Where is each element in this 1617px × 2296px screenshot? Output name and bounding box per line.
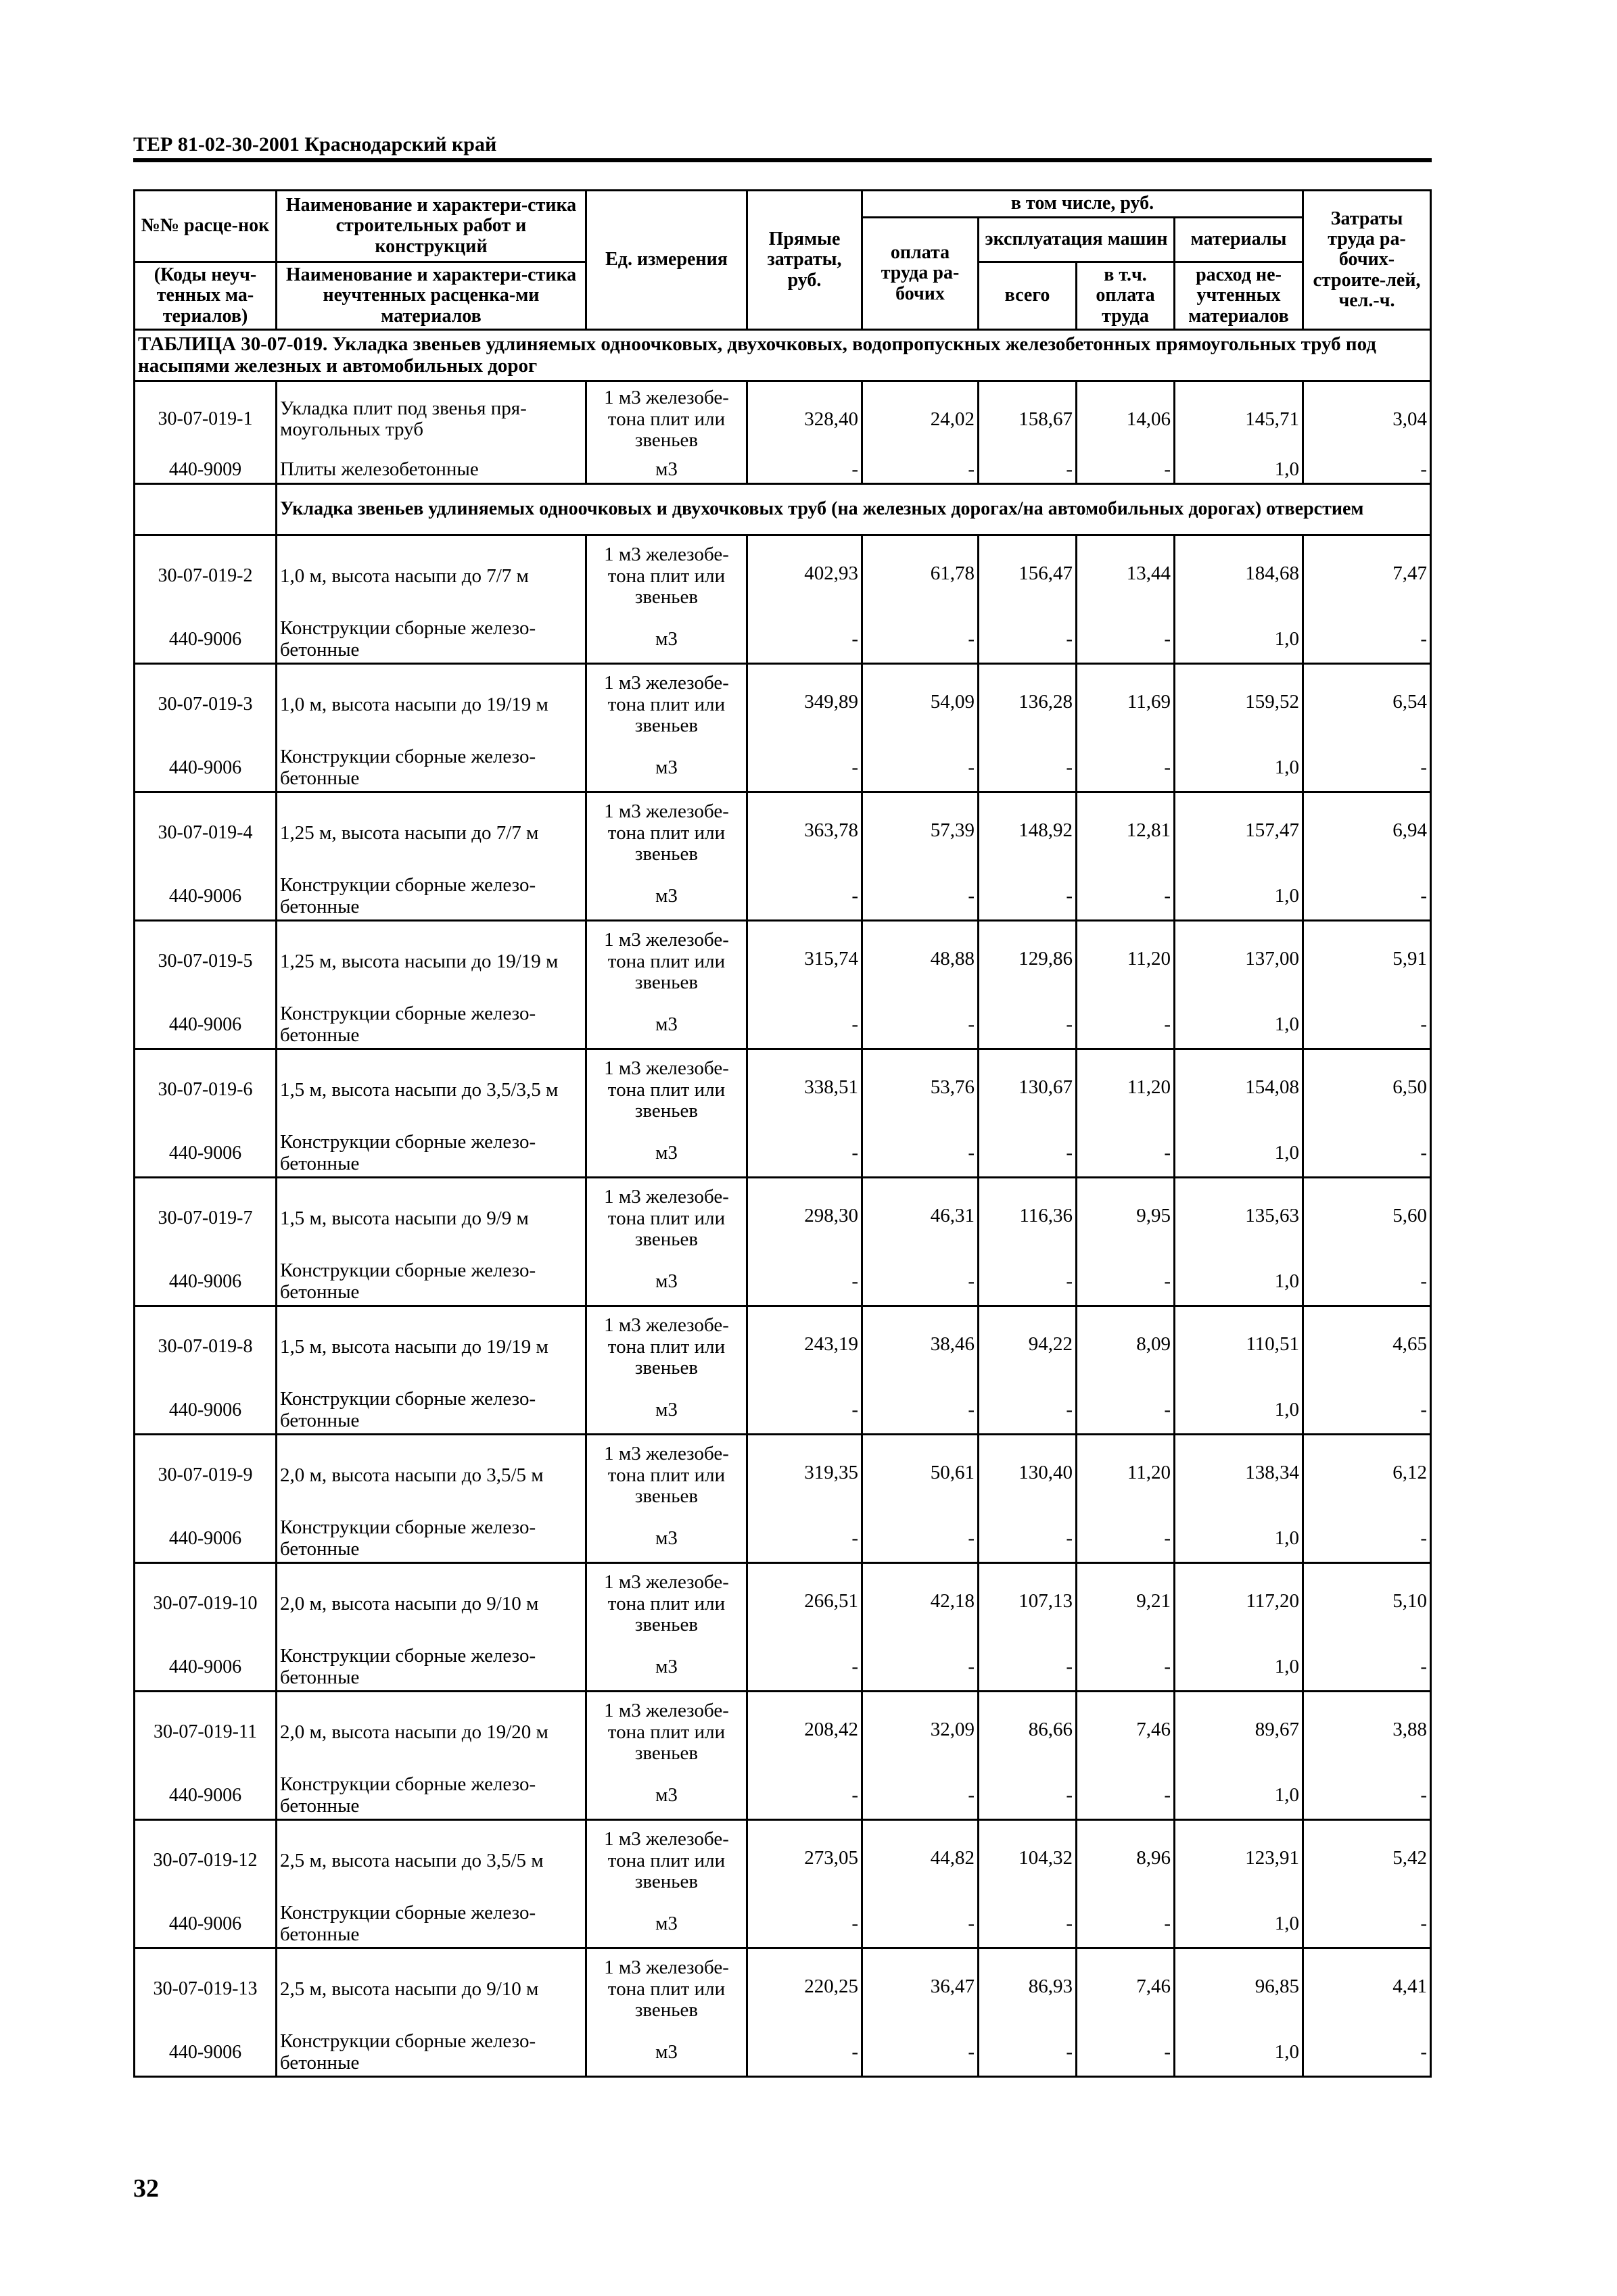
- unit: 1 м3 железобе-тона плит или звеньев: [586, 1306, 747, 1387]
- material-machines-labor: -: [1077, 874, 1175, 921]
- material-quantity: 1,0: [1175, 1644, 1303, 1692]
- direct-costs: 273,05: [747, 1820, 862, 1901]
- material-unit: м3: [586, 1130, 747, 1178]
- direct-costs: 338,51: [747, 1049, 862, 1130]
- material-direct: -: [747, 457, 862, 484]
- material-unit: м3: [586, 874, 747, 921]
- work-name: 1,5 м, высота насыпи до 3,5/3,5 м: [277, 1049, 586, 1130]
- labor-pay: 54,09: [862, 664, 979, 745]
- labor-hours: 5,42: [1303, 1820, 1431, 1901]
- material-machines-labor: -: [1077, 457, 1175, 484]
- labor-pay: 24,02: [862, 381, 979, 457]
- header-machines-labor: в т.ч. оплата труда: [1077, 262, 1175, 330]
- unit: 1 м3 железобе-тона плит или звеньев: [586, 1820, 747, 1901]
- material-direct: -: [747, 1259, 862, 1306]
- header-rate-number: №№ расце-нок: [135, 191, 277, 262]
- machines-labor: 14,06: [1077, 381, 1175, 457]
- material-machines-labor: -: [1077, 1002, 1175, 1049]
- machines-total: 130,40: [979, 1435, 1077, 1516]
- material-row: [135, 617, 1431, 664]
- header-unaccounted-materials: расход не-учтенных материалов: [1175, 262, 1303, 330]
- material-name: Конструкции сборные железо-бетонные: [277, 1901, 586, 1948]
- labor-pay: 57,39: [862, 792, 979, 874]
- material-unit: м3: [586, 1901, 747, 1948]
- work-name: 1,5 м, высота насыпи до 9/9 м: [277, 1178, 586, 1259]
- machines-labor: 12,81: [1077, 792, 1175, 874]
- material-unit: м3: [586, 1387, 747, 1435]
- material-labor: -: [862, 1259, 979, 1306]
- material-direct: -: [747, 617, 862, 664]
- rate-code: 30-07-019-13: [135, 1948, 277, 2030]
- material-hours: -: [1303, 1773, 1431, 1820]
- rate-code: 30-07-019-6: [135, 1049, 277, 1130]
- material-name: Конструкции сборные железо-бетонные: [277, 745, 586, 792]
- header-unaccounted-name: Наименование и характери-стика неучтенных расценка-ми материалов: [277, 262, 586, 330]
- machines-labor: 11,20: [1077, 1435, 1175, 1516]
- material-name: Конструкции сборные железо-бетонные: [277, 2030, 586, 2077]
- machines-labor: 7,46: [1077, 1692, 1175, 1773]
- direct-costs: 315,74: [747, 921, 862, 1002]
- material-labor: -: [862, 1130, 979, 1178]
- table-row: [135, 1563, 1431, 1644]
- header-unaccounted-code: (Коды неуч-тенных ма-териалов): [135, 262, 277, 330]
- material-name: Конструкции сборные железо-бетонные: [277, 617, 586, 664]
- material-machines-labor: -: [1077, 617, 1175, 664]
- material-hours: -: [1303, 1002, 1431, 1049]
- material-machines-total: -: [979, 1259, 1077, 1306]
- labor-pay: 32,09: [862, 1692, 979, 1773]
- machines-total: 148,92: [979, 792, 1077, 874]
- material-labor: -: [862, 1644, 979, 1692]
- materials: 159,52: [1175, 664, 1303, 745]
- material-machines-total: -: [979, 1644, 1077, 1692]
- material-code: 440-9006: [135, 874, 277, 921]
- material-direct: -: [747, 1002, 862, 1049]
- material-code: 440-9006: [135, 1259, 277, 1306]
- labor-hours: 3,88: [1303, 1692, 1431, 1773]
- material-machines-labor: -: [1077, 1644, 1175, 1692]
- material-row: [135, 457, 1431, 484]
- header-direct-costs: Прямые затраты, руб.: [747, 191, 862, 330]
- materials: 137,00: [1175, 921, 1303, 1002]
- work-name: Укладка плит под звенья пря-моугольных труб: [277, 381, 586, 457]
- material-machines-total: -: [979, 457, 1077, 484]
- materials: 184,68: [1175, 535, 1303, 617]
- material-machines-labor: -: [1077, 1773, 1175, 1820]
- unit: 1 м3 железобе-тона плит или звеньев: [586, 1178, 747, 1259]
- table-row: [135, 921, 1431, 1002]
- header-labor-hours: Затраты труда ра-бочих-строите-лей, чел.-ч.: [1303, 191, 1431, 330]
- material-unit: м3: [586, 1259, 747, 1306]
- materials: 135,63: [1175, 1178, 1303, 1259]
- page-number: 32: [133, 2174, 159, 2203]
- direct-costs: 349,89: [747, 664, 862, 745]
- header-rule: [133, 158, 1432, 162]
- table-row: [135, 1306, 1431, 1387]
- material-machines-total: -: [979, 1901, 1077, 1948]
- table-row: [135, 792, 1431, 874]
- materials: 154,08: [1175, 1049, 1303, 1130]
- material-hours: -: [1303, 1387, 1431, 1435]
- material-code: 440-9006: [135, 1387, 277, 1435]
- material-machines-labor: -: [1077, 1901, 1175, 1948]
- material-row: [135, 1773, 1431, 1820]
- material-machines-total: -: [979, 617, 1077, 664]
- rate-code: 30-07-019-12: [135, 1820, 277, 1901]
- machines-total: 107,13: [979, 1563, 1077, 1644]
- direct-costs: 243,19: [747, 1306, 862, 1387]
- table-row: [135, 1820, 1431, 1901]
- material-machines-total: -: [979, 874, 1077, 921]
- labor-hours: 6,54: [1303, 664, 1431, 745]
- unit: 1 м3 железобе-тона плит или звеньев: [586, 1563, 747, 1644]
- material-code: 440-9006: [135, 1901, 277, 1948]
- price-table: [133, 189, 1432, 2078]
- material-labor: -: [862, 1901, 979, 1948]
- material-direct: -: [747, 2030, 862, 2077]
- machines-labor: 8,09: [1077, 1306, 1175, 1387]
- material-name: Конструкции сборные железо-бетонные: [277, 874, 586, 921]
- header-unit: Ед. измерения: [586, 191, 747, 330]
- material-name: Конструкции сборные железо-бетонные: [277, 1773, 586, 1820]
- materials: 145,71: [1175, 381, 1303, 457]
- work-name: 1,0 м, высота насыпи до 19/19 м: [277, 664, 586, 745]
- material-hours: -: [1303, 2030, 1431, 2077]
- material-code: 440-9006: [135, 1130, 277, 1178]
- rate-code: 30-07-019-11: [135, 1692, 277, 1773]
- material-quantity: 1,0: [1175, 1901, 1303, 1948]
- labor-pay: 36,47: [862, 1948, 979, 2030]
- labor-pay: 50,61: [862, 1435, 979, 1516]
- labor-hours: 7,47: [1303, 535, 1431, 617]
- labor-hours: 5,10: [1303, 1563, 1431, 1644]
- material-machines-labor: -: [1077, 1130, 1175, 1178]
- material-row: [135, 2030, 1431, 2077]
- material-unit: м3: [586, 1644, 747, 1692]
- material-labor: -: [862, 2030, 979, 2077]
- material-unit: м3: [586, 1773, 747, 1820]
- material-machines-labor: -: [1077, 1259, 1175, 1306]
- material-direct: -: [747, 874, 862, 921]
- material-name: Конструкции сборные железо-бетонные: [277, 1387, 586, 1435]
- materials: 96,85: [1175, 1948, 1303, 2030]
- machines-total: 104,32: [979, 1820, 1077, 1901]
- rate-code: 30-07-019-1: [135, 381, 277, 457]
- machines-total: 129,86: [979, 921, 1077, 1002]
- work-name: 2,0 м, высота насыпи до 3,5/5 м: [277, 1435, 586, 1516]
- material-hours: -: [1303, 617, 1431, 664]
- direct-costs: 298,30: [747, 1178, 862, 1259]
- material-code: 440-9006: [135, 1773, 277, 1820]
- material-machines-total: -: [979, 2030, 1077, 2077]
- material-hours: -: [1303, 457, 1431, 484]
- table-row: [135, 1049, 1431, 1130]
- machines-total: 116,36: [979, 1178, 1077, 1259]
- work-name: 1,0 м, высота насыпи до 7/7 м: [277, 535, 586, 617]
- material-code: 440-9006: [135, 745, 277, 792]
- material-code: 440-9006: [135, 1002, 277, 1049]
- direct-costs: 220,25: [747, 1948, 862, 2030]
- page-header: ТЕР 81-02-30-2001 Краснодарский край: [133, 133, 497, 156]
- machines-total: 156,47: [979, 535, 1077, 617]
- materials: 157,47: [1175, 792, 1303, 874]
- material-labor: -: [862, 1002, 979, 1049]
- labor-pay: 53,76: [862, 1049, 979, 1130]
- unit: 1 м3 железобе-тона плит или звеньев: [586, 1049, 747, 1130]
- labor-hours: 5,60: [1303, 1178, 1431, 1259]
- material-row: [135, 1002, 1431, 1049]
- work-name: 1,25 м, высота насыпи до 19/19 м: [277, 921, 586, 1002]
- material-row: [135, 1516, 1431, 1563]
- work-name: 2,0 м, высота насыпи до 9/10 м: [277, 1563, 586, 1644]
- rate-code: 30-07-019-2: [135, 535, 277, 617]
- material-row: [135, 1130, 1431, 1178]
- work-name: 1,5 м, высота насыпи до 19/19 м: [277, 1306, 586, 1387]
- material-labor: -: [862, 1773, 979, 1820]
- material-row: [135, 874, 1431, 921]
- materials: 117,20: [1175, 1563, 1303, 1644]
- machines-labor: 13,44: [1077, 535, 1175, 617]
- material-quantity: 1,0: [1175, 1516, 1303, 1563]
- material-name: Конструкции сборные железо-бетонные: [277, 1002, 586, 1049]
- labor-pay: 44,82: [862, 1820, 979, 1901]
- material-machines-total: -: [979, 1773, 1077, 1820]
- material-direct: -: [747, 1130, 862, 1178]
- labor-pay: 42,18: [862, 1563, 979, 1644]
- material-row: [135, 1901, 1431, 1948]
- material-hours: -: [1303, 1644, 1431, 1692]
- material-code: 440-9006: [135, 1644, 277, 1692]
- labor-hours: 6,94: [1303, 792, 1431, 874]
- material-unit: м3: [586, 1516, 747, 1563]
- header-including-group: в том числе, руб.: [862, 191, 1303, 218]
- unit: 1 м3 железобе-тона плит или звеньев: [586, 1435, 747, 1516]
- material-hours: -: [1303, 1130, 1431, 1178]
- machines-labor: 8,96: [1077, 1820, 1175, 1901]
- machines-total: 94,22: [979, 1306, 1077, 1387]
- material-unit: м3: [586, 617, 747, 664]
- rate-code: 30-07-019-9: [135, 1435, 277, 1516]
- unit: 1 м3 железобе-тона плит или звеньев: [586, 381, 747, 457]
- material-hours: -: [1303, 1901, 1431, 1948]
- material-unit: м3: [586, 457, 747, 484]
- labor-pay: 38,46: [862, 1306, 979, 1387]
- material-quantity: 1,0: [1175, 2030, 1303, 2077]
- material-direct: -: [747, 1644, 862, 1692]
- material-direct: -: [747, 1516, 862, 1563]
- material-machines-labor: -: [1077, 2030, 1175, 2077]
- machines-labor: 11,20: [1077, 1049, 1175, 1130]
- material-direct: -: [747, 1773, 862, 1820]
- machines-total: 158,67: [979, 381, 1077, 457]
- material-quantity: 1,0: [1175, 1259, 1303, 1306]
- machines-total: 136,28: [979, 664, 1077, 745]
- material-quantity: 1,0: [1175, 457, 1303, 484]
- material-machines-total: -: [979, 1130, 1077, 1178]
- material-labor: -: [862, 457, 979, 484]
- material-machines-labor: -: [1077, 745, 1175, 792]
- rate-code: 30-07-019-10: [135, 1563, 277, 1644]
- table-row: [135, 664, 1431, 745]
- section-title: Укладка звеньев удлиняемых одноочковых и двухочковых труб (на железных дорогах/на автомобильных дорогах) отверстием: [277, 484, 1431, 535]
- labor-pay: 48,88: [862, 921, 979, 1002]
- material-quantity: 1,0: [1175, 617, 1303, 664]
- direct-costs: 319,35: [747, 1435, 862, 1516]
- unit: 1 м3 железобе-тона плит или звеньев: [586, 535, 747, 617]
- table-row: [135, 1178, 1431, 1259]
- table-title: ТАБЛИЦА 30-07-019. Укладка звеньев удлиняемых одноочковых, двухочковых, водопропускных железобетонных прямоугольных труб под насыпями железных и автомобильных дорог: [135, 330, 1431, 381]
- material-unit: м3: [586, 1002, 747, 1049]
- materials: 123,91: [1175, 1820, 1303, 1901]
- header-labor-pay: оплата труда ра-бочих: [862, 218, 979, 330]
- labor-hours: 5,91: [1303, 921, 1431, 1002]
- material-row: [135, 745, 1431, 792]
- header-work-name: Наименование и характери-стика строительных работ и конструкций: [277, 191, 586, 262]
- material-labor: -: [862, 617, 979, 664]
- labor-pay: 46,31: [862, 1178, 979, 1259]
- machines-total: 86,66: [979, 1692, 1077, 1773]
- material-name: Конструкции сборные железо-бетонные: [277, 1644, 586, 1692]
- material-row: [135, 1259, 1431, 1306]
- material-code: 440-9006: [135, 1516, 277, 1563]
- direct-costs: 266,51: [747, 1563, 862, 1644]
- material-machines-labor: -: [1077, 1516, 1175, 1563]
- material-labor: -: [862, 1516, 979, 1563]
- material-direct: -: [747, 1387, 862, 1435]
- material-name: Плиты железобетонные: [277, 457, 586, 484]
- machines-labor: 9,21: [1077, 1563, 1175, 1644]
- material-machines-total: -: [979, 1387, 1077, 1435]
- rows-body: [135, 535, 1431, 2077]
- direct-costs: 363,78: [747, 792, 862, 874]
- work-name: 2,5 м, высота насыпи до 9/10 м: [277, 1948, 586, 2030]
- material-hours: -: [1303, 874, 1431, 921]
- material-row: [135, 1387, 1431, 1435]
- material-hours: -: [1303, 745, 1431, 792]
- table-row: [135, 381, 1431, 457]
- materials: 89,67: [1175, 1692, 1303, 1773]
- material-code: 440-9006: [135, 617, 277, 664]
- labor-hours: 4,41: [1303, 1948, 1431, 2030]
- machines-labor: 9,95: [1077, 1178, 1175, 1259]
- header-materials-group: материалы: [1175, 218, 1303, 262]
- rate-code: 30-07-019-7: [135, 1178, 277, 1259]
- material-name: Конструкции сборные железо-бетонные: [277, 1130, 586, 1178]
- material-machines-total: -: [979, 1002, 1077, 1049]
- material-quantity: 1,0: [1175, 1002, 1303, 1049]
- header-machines-group: эксплуатация машин: [979, 218, 1175, 262]
- work-name: 1,25 м, высота насыпи до 7/7 м: [277, 792, 586, 874]
- unit: 1 м3 железобе-тона плит или звеньев: [586, 664, 747, 745]
- rate-code: 30-07-019-8: [135, 1306, 277, 1387]
- direct-costs: 208,42: [747, 1692, 862, 1773]
- materials: 110,51: [1175, 1306, 1303, 1387]
- unit: 1 м3 железобе-тона плит или звеньев: [586, 1692, 747, 1773]
- unit: 1 м3 железобе-тона плит или звеньев: [586, 792, 747, 874]
- material-direct: -: [747, 1901, 862, 1948]
- material-quantity: 1,0: [1175, 1387, 1303, 1435]
- rate-code: 30-07-019-3: [135, 664, 277, 745]
- unit: 1 м3 железобе-тона плит или звеньев: [586, 1948, 747, 2030]
- direct-costs: 402,93: [747, 535, 862, 617]
- material-name: Конструкции сборные железо-бетонные: [277, 1259, 586, 1306]
- machines-labor: 7,46: [1077, 1948, 1175, 2030]
- material-unit: м3: [586, 2030, 747, 2077]
- table-row: [135, 1948, 1431, 2030]
- labor-hours: 6,50: [1303, 1049, 1431, 1130]
- machines-labor: 11,69: [1077, 664, 1175, 745]
- machines-total: 130,67: [979, 1049, 1077, 1130]
- table-row: [135, 1435, 1431, 1516]
- material-quantity: 1,0: [1175, 874, 1303, 921]
- labor-hours: 3,04: [1303, 381, 1431, 457]
- direct-costs: 328,40: [747, 381, 862, 457]
- table-header: [135, 191, 1431, 330]
- material-unit: м3: [586, 745, 747, 792]
- material-labor: -: [862, 745, 979, 792]
- machines-total: 86,93: [979, 1948, 1077, 2030]
- material-code: 440-9009: [135, 457, 277, 484]
- material-machines-labor: -: [1077, 1387, 1175, 1435]
- unit: 1 м3 железобе-тона плит или звеньев: [586, 921, 747, 1002]
- material-quantity: 1,0: [1175, 1130, 1303, 1178]
- rate-code: 30-07-019-5: [135, 921, 277, 1002]
- labor-pay: 61,78: [862, 535, 979, 617]
- work-name: 2,5 м, высота насыпи до 3,5/5 м: [277, 1820, 586, 1901]
- labor-hours: 6,12: [1303, 1435, 1431, 1516]
- material-hours: -: [1303, 1516, 1431, 1563]
- material-machines-total: -: [979, 745, 1077, 792]
- materials: 138,34: [1175, 1435, 1303, 1516]
- material-labor: -: [862, 1387, 979, 1435]
- rate-code: 30-07-019-4: [135, 792, 277, 874]
- material-row: [135, 1644, 1431, 1692]
- work-name: 2,0 м, высота насыпи до 19/20 м: [277, 1692, 586, 1773]
- material-quantity: 1,0: [1175, 745, 1303, 792]
- material-quantity: 1,0: [1175, 1773, 1303, 1820]
- header-machines-total: всего: [979, 262, 1077, 330]
- price-table-container: [133, 189, 1430, 2078]
- labor-hours: 4,65: [1303, 1306, 1431, 1387]
- machines-labor: 11,20: [1077, 921, 1175, 1002]
- material-hours: -: [1303, 1259, 1431, 1306]
- table-row: [135, 535, 1431, 617]
- material-code: 440-9006: [135, 2030, 277, 2077]
- material-direct: -: [747, 745, 862, 792]
- material-machines-total: -: [979, 1516, 1077, 1563]
- material-name: Конструкции сборные железо-бетонные: [277, 1516, 586, 1563]
- material-labor: -: [862, 874, 979, 921]
- table-row: [135, 1692, 1431, 1773]
